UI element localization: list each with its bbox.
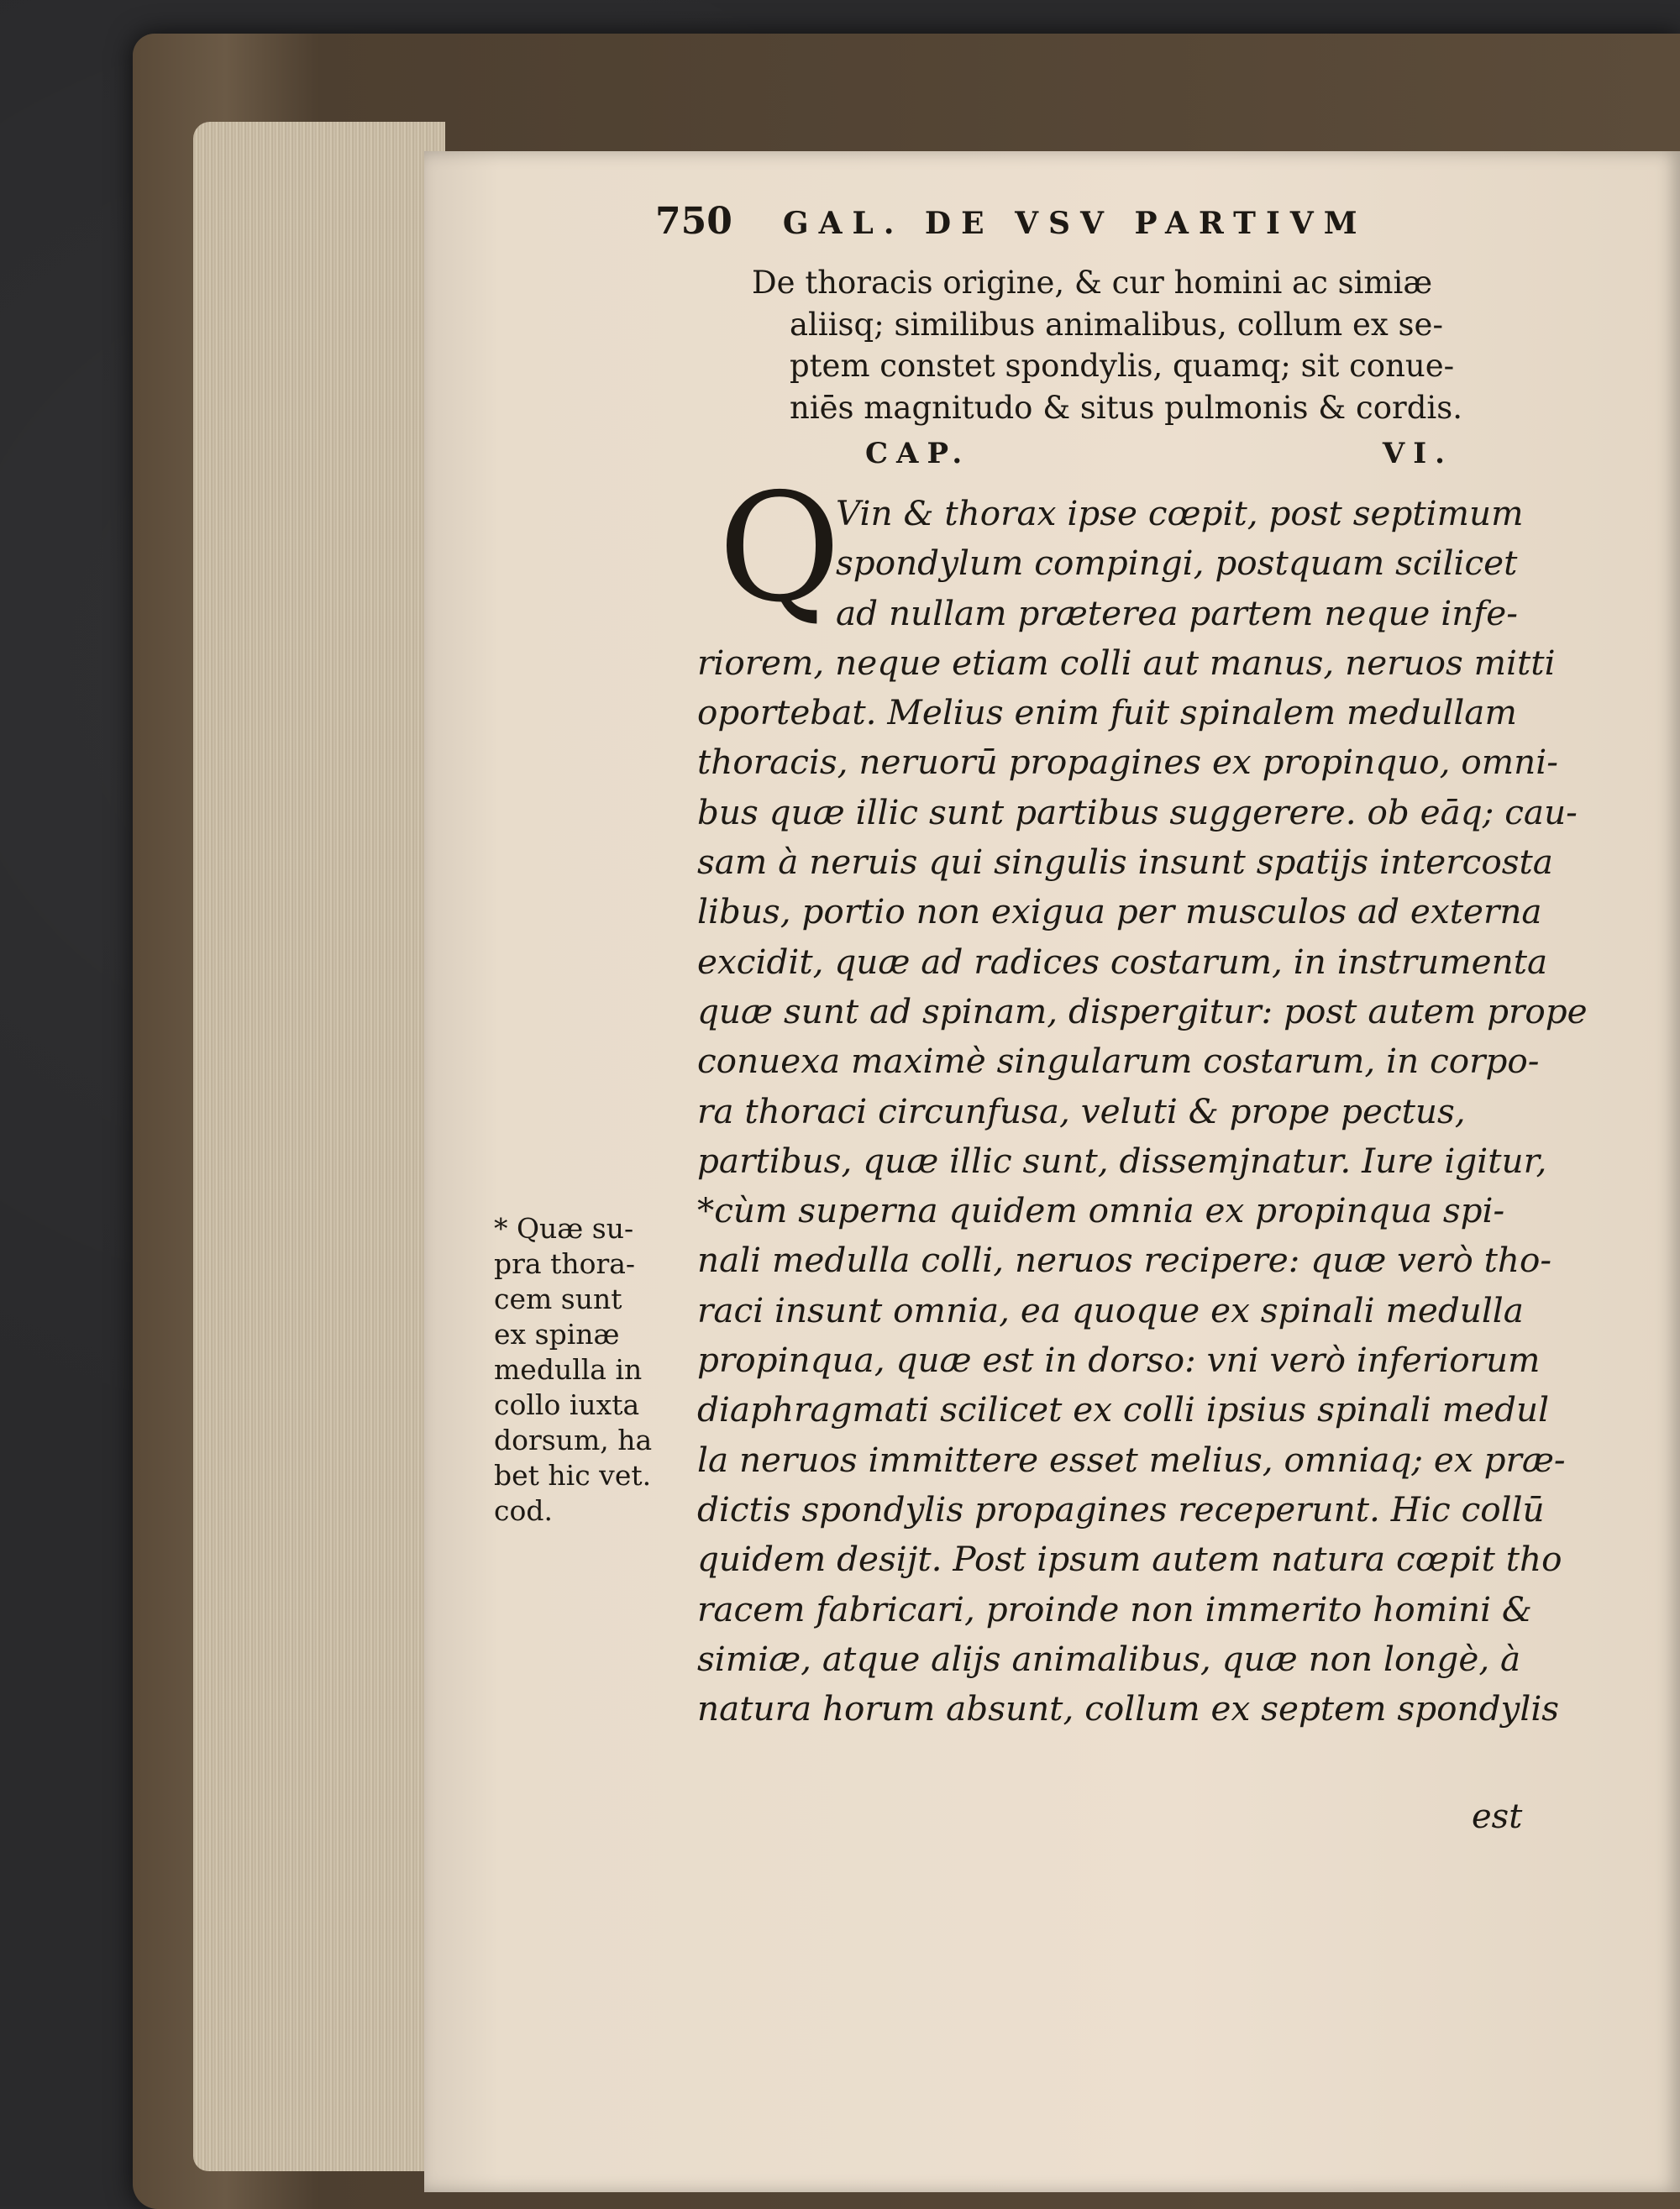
body-line: spondylum compingi, postquam scilicet [836,543,1518,584]
margin-note-line: pra thora- [494,1247,636,1280]
summary-line: De thoracis origine, & cur homini ac simiæ [752,265,1433,301]
body-line: conuexa maximè singularum costarum, in corpo- [697,1041,1540,1082]
body-line: ra thoraci circunfusa, veluti & prope pectus, [697,1090,1466,1131]
running-head-title: GAL. DE VSV PARTIVM [782,206,1368,241]
body-line: diaphragmati scilicet ex colli ipsius spinali medul [697,1389,1550,1430]
body-line: simiӕ, atque alijs animalibus, quӕ non longè, à [697,1638,1521,1679]
body-line: dictis spondylis propagines receperunt. Hic collū [697,1488,1545,1530]
margin-note-line: bet hic vet. [494,1459,652,1492]
summary-line: niēs magnitudo & situs pulmonis & cordis. [790,389,1462,426]
running-head [655,200,1495,259]
body-text [697,489,1588,1734]
body-line: partibus, quӕ illic sunt, dissemjnatur. Iure igitur, [697,1140,1547,1181]
margin-note-line: cem sunt [494,1283,622,1315]
drop-cap: Q [718,461,841,635]
margin-note-line: dorsum, ha [494,1424,653,1456]
body-line: *cùm superna quidem omnia ex propinqua spi- [697,1190,1505,1231]
chapter-summary [752,262,1550,428]
body-line: raci insunt omnia, ea quoque ex spinali medulla [697,1289,1524,1330]
body-line: ad nullam prӕterea partem neque infe- [836,592,1518,633]
margin-note-line: ex spinæ [494,1318,620,1351]
body-line: sam à neruis qui singulis insunt spatijs intercosta [697,842,1553,883]
margin-note-line: collo iuxta [494,1388,640,1421]
body-line: nali medulla colli, neruos recipere: quӕ verò tho- [697,1240,1552,1281]
margin-note-line: cod. [494,1494,553,1527]
body-line: riorem, neque etiam colli aut manus, neruos mitti [697,642,1556,683]
body-line: thoracis, neruorū propagines ex propinquo, omni- [697,742,1558,783]
margin-note [494,1211,687,1529]
summary-line: ptem constet spondylis, quamq; sit conue- [790,348,1455,384]
body-line: bus quӕ illic sunt partibus suggerere. ob eāq; cau- [697,791,1578,832]
body-line: propinqua, quӕ est in dorso: vni verò inferiorum [697,1340,1541,1381]
chapter-number: VI. [1382,437,1453,470]
body-line: quidem desijt. Post ipsum autem natura cœpit tho [697,1539,1562,1580]
summary-line: aliisq; similibus animalibus, collum ex se- [790,306,1443,343]
chapter-heading [865,437,1453,470]
body-line: oportebat. Melius enim fuit spinalem medullam [697,692,1517,733]
body-line: racem fabricari, proinde non immerito homini & [697,1588,1532,1629]
margin-note-line: * Quæ su- [494,1212,634,1245]
body-line: Vin & thorax ipse cœpit, post septimum [836,493,1524,533]
chapter-label: CAP. [865,437,971,470]
page-number: 750 [655,200,732,243]
body-line: excidit, quӕ ad radices costarum, in instrumenta [697,941,1548,982]
margin-note-line: medulla in [494,1353,643,1386]
body-line: quӕ sunt ad spinam, dispergitur: post autem prope [697,990,1588,1031]
body-line: libus, portio non exigua per musculos ad externa [697,891,1542,932]
body-line: la neruos immittere esset melius, omniaq; ex prӕ- [697,1439,1566,1480]
catchword: est [1472,1797,1523,1836]
body-line: natura horum absunt, collum ex septem spondylis [697,1688,1560,1729]
